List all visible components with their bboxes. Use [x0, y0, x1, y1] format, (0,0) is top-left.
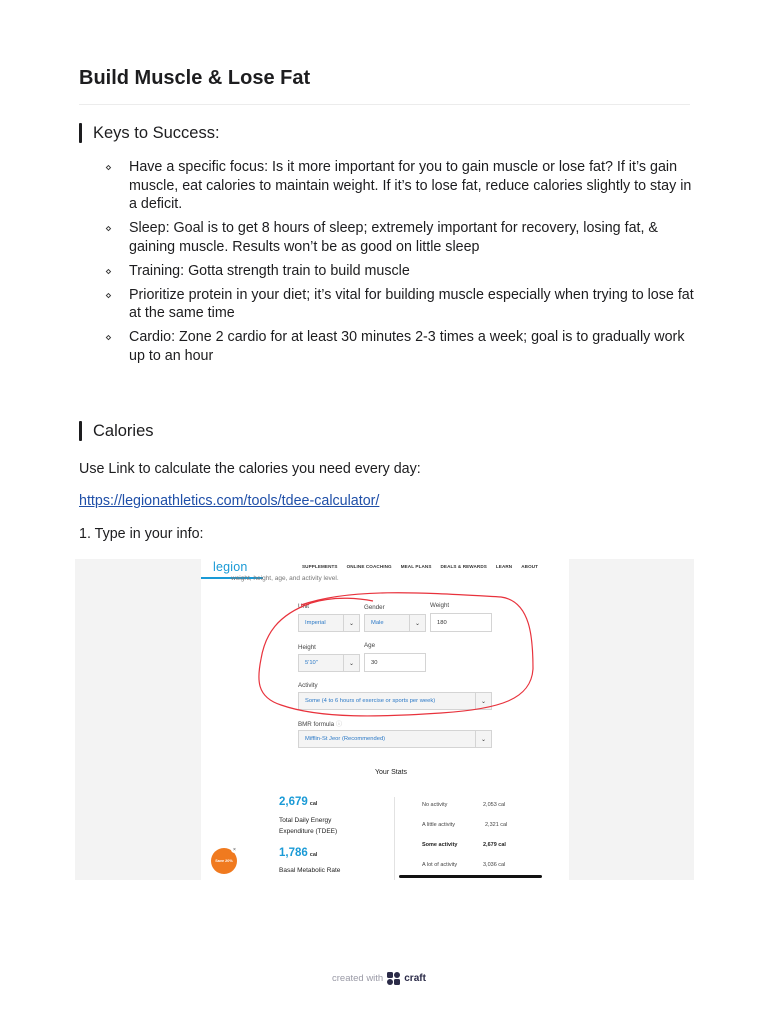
section-heading-text: Keys to Success:: [93, 123, 220, 142]
chevron-down-icon: ⌄: [343, 615, 359, 631]
bmr-description: Basal Metabolic Rate: [279, 867, 341, 874]
nav-item: DEALS & REWARDS: [440, 564, 487, 569]
list-item: [107, 328, 697, 365]
section-heading-keys: [79, 123, 220, 143]
legion-logo: legion: [213, 560, 248, 574]
chevron-down-icon: ⌄: [475, 693, 491, 709]
bmr-value: Mifflin-St Jeor (Recommended): [305, 736, 386, 742]
your-stats-title: Your Stats: [375, 769, 408, 776]
bmr-number: [279, 847, 317, 859]
activity-level-label: No activity: [422, 802, 448, 808]
gender-select: [364, 614, 426, 632]
bullet-icon: ⋄: [105, 223, 112, 235]
list-item: [107, 286, 697, 323]
height-select: [298, 654, 360, 672]
calculator-link-wrap: [79, 493, 379, 509]
bmr-num-unit: cal: [309, 852, 318, 858]
activity-value: Some (4 to 6 hours of exercise or sports per week): [305, 698, 436, 704]
activity-select: [298, 692, 492, 710]
list-item: [107, 158, 697, 214]
nav-item: MEAL PLANS: [400, 564, 432, 569]
title-divider: [79, 104, 690, 105]
chevron-down-icon: ⌄: [409, 615, 425, 631]
bullet-icon: ⋄: [105, 332, 112, 344]
page-title: Build Muscle & Lose Fat: [79, 67, 311, 89]
bmr-label: [298, 719, 342, 728]
calculator-screenshot: [75, 559, 694, 880]
list-item-text: Prioritize protein in your diet; it’s vital for building muscle especially when trying to lose fat at the same time: [129, 286, 694, 321]
list-item-text: Training: Gotta strength train to build muscle: [129, 262, 410, 279]
list-item-text: Sleep: Goal is to get 8 hours of sleep; extremely important for recovery, losing fat, & gaining muscle. Results won’t be as good on little sleep: [129, 220, 658, 255]
section-heading-text: Calories: [93, 421, 154, 440]
activity-label: Activity: [298, 682, 318, 689]
footer-credit: [332, 972, 426, 985]
list-item: [107, 262, 697, 281]
cut-off-text: weight, height, age, and activity level.: [231, 575, 339, 582]
height-value: 5'10": [305, 660, 318, 666]
gender-value: Male: [371, 620, 384, 626]
activity-level-label: A little activity: [422, 822, 456, 828]
activity-level-value: 3,036 cal: [483, 862, 506, 868]
activity-level-value: 2,321 cal: [485, 822, 508, 828]
tdee-value: 2,679: [279, 796, 308, 808]
unit-label: Unit: [298, 603, 310, 610]
craft-logo-icon: [387, 972, 400, 985]
unit-select: [298, 614, 360, 632]
activity-level-value: 2,679 cal: [483, 842, 506, 848]
stats-divider: [394, 797, 395, 880]
bullet-icon: ⋄: [105, 162, 112, 174]
tdee-calculator-link[interactable]: https://legionathletics.com/tools/tdee-calculator/: [79, 493, 380, 509]
tdee-desc-line: Total Daily Energy: [279, 817, 332, 824]
save-badge: Save 20%: [211, 848, 237, 874]
gender-label: Gender: [364, 604, 385, 611]
heading-bar: [79, 421, 82, 441]
keys-bullet-list: [107, 158, 697, 371]
info-icon: ⓘ: [335, 721, 343, 728]
calories-intro: Use Link to calculate the calories you need every day:: [79, 461, 421, 477]
red-circle-annotation: [201, 559, 569, 880]
nav-item: ONLINE COACHING: [346, 564, 392, 569]
step-one: 1. Type in your info:: [79, 526, 204, 542]
screenshot-page: [201, 559, 569, 880]
close-icon: ×: [231, 846, 238, 853]
heading-bar: [79, 123, 82, 143]
chevron-down-icon: ⌄: [343, 655, 359, 671]
age-value: 30: [371, 659, 378, 666]
list-item: [107, 219, 697, 256]
age-input: [364, 653, 426, 672]
height-label: Height: [298, 644, 316, 651]
bullet-icon: ⋄: [105, 265, 112, 278]
chevron-down-icon: ⌄: [475, 731, 491, 747]
bullet-icon: ⋄: [105, 289, 112, 302]
age-label: Age: [364, 642, 376, 649]
activity-level-value: 2,053 cal: [483, 802, 506, 808]
nav-item: LEARN: [495, 564, 513, 569]
list-item-text: Cardio: Zone 2 cardio for at least 30 minutes 2-3 times a week; goal is to gradually work up to an hour: [129, 329, 685, 364]
tdee-unit: cal: [309, 801, 318, 807]
bmr-select: [298, 730, 492, 748]
weight-value: 180: [437, 619, 447, 626]
activity-level-label: A lot of activity: [422, 862, 458, 868]
nav-item: ABOUT: [521, 564, 539, 569]
created-with-text: created with: [332, 973, 384, 984]
tdee-number: [279, 796, 317, 808]
home-indicator: [399, 875, 542, 878]
craft-brand: craft: [404, 973, 426, 984]
unit-value: Imperial: [305, 620, 326, 626]
weight-input: [430, 613, 492, 632]
nav-item: SUPPLEMENTS: [302, 564, 338, 569]
bmr-label-text: BMR formula: [298, 721, 335, 728]
weight-label: Weight: [430, 602, 450, 609]
section-heading-calories: [79, 421, 154, 441]
tdee-description: [279, 815, 337, 837]
tdee-desc-line: Expenditure (TDEE): [279, 828, 338, 835]
activity-level-label: Some activity: [422, 842, 458, 848]
bmr-num-value: 1,786: [279, 847, 308, 859]
nav-menu: [302, 564, 538, 569]
list-item-text: Have a specific focus: Is it more important for you to gain muscle or lose fat? If it’s gain muscle, eat calories to maintain weight. If it’s to lose fat, reduce calories slightly to stay in a deficit.: [129, 159, 692, 212]
